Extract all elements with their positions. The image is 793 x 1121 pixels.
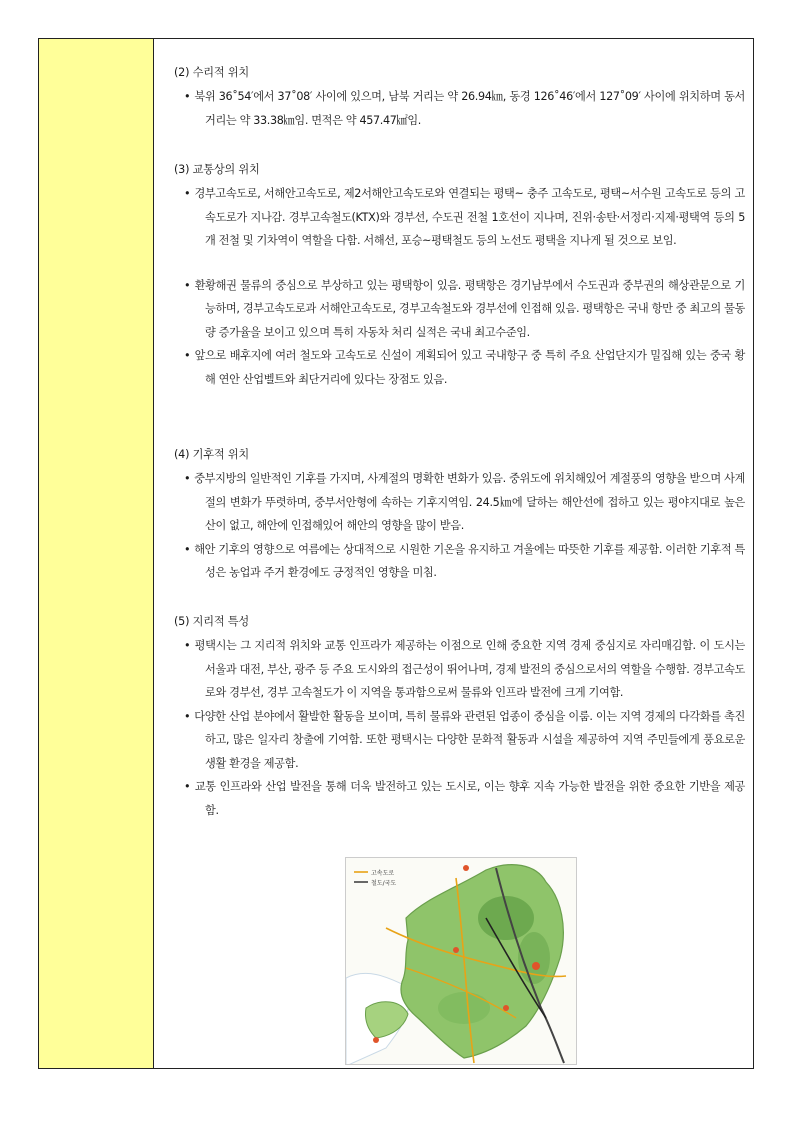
bullet-item: • 북위 36˚54′에서 37˚08′ 사이에 있으며, 남북 거리는 약 26.94㎞, 동경 126˚46′에서 127˚09′ 사이에 위치하며 동서 거리는 약 33.38㎞임. 면적은 약 457.47㎢임. <box>180 85 745 132</box>
bullet-item: • 평택시는 그 지리적 위치와 교통 인프라가 제공하는 이점으로 인해 중요한 지역 경제 중심지로 자리매김함. 이 도시는 서울과 대전, 부산, 광주 등 주요 도시와의 접근성이 뛰어나며, 경제 발전의 중심으로서의 역할을 수행함. 경부고속도로와 경부선, 경부 고속철도가 이 지역을 통과함으로써 물류와 인프라 발전에 크게 기여함. <box>180 634 745 705</box>
section-transport-location <box>174 162 745 391</box>
map-forest <box>438 992 490 1024</box>
section-geographic-coordinates <box>174 65 745 132</box>
pyeongtaek-map-image <box>345 857 577 1065</box>
section-climate-location <box>174 447 745 585</box>
bullet-item: • 환황해권 물류의 중심으로 부상하고 있는 평택항이 있음. 평택항은 경기남부에서 수도권과 중부권의 해상관문으로 기능하며, 경부고속도로과 서해안고속도로, 경부고속철도와 경부선에 인접해 있음. 평택항은 국내 항만 중 최고의 물동량 증가율을 보이고 있으며 특히 자동차 처리 실적은 국내 최고수준임. <box>180 274 745 345</box>
map-illustration <box>346 858 577 1065</box>
section-geographic-features <box>174 614 745 822</box>
section-heading: (2) 수리적 위치 <box>174 66 249 79</box>
map-poi <box>453 947 459 953</box>
section-heading: (4) 기후적 위치 <box>174 448 249 461</box>
sidebar-column <box>39 39 154 1068</box>
map-legend <box>354 869 396 887</box>
page-frame <box>38 38 754 1069</box>
bullet-item: • 중부지방의 일반적인 기후를 가지며, 사계절의 명확한 변화가 있음. 중위도에 위치해있어 계절풍의 영향을 받으며 사계절의 변화가 뚜렷하며, 중부서안형에 속하는 기후지역임. 24.5㎞에 달하는 해안선에 접하고 있는 평야지대로 높은 산이 없고, 해안에 인접해있어 해안의 영향을 많이 받음. <box>180 467 745 538</box>
map-legend-highway: 고속도로 <box>371 870 395 877</box>
bullet-item: • 다양한 산업 분야에서 활발한 활동을 보이며, 특히 물류와 관련된 업종이 중심을 이룸. 이는 지역 경제의 다각화를 촉진하고, 많은 일자리 창출에 기여함. 또한 평택시는 다양한 문화적 활동과 시설을 제공하여 지역 주민들에게 풍요로운 생활 환경을 제공함. <box>180 705 745 776</box>
map-legend-rail: 철도/국도 <box>371 880 397 887</box>
section-heading: (3) 교통상의 위치 <box>174 163 260 176</box>
section-heading: (5) 지리적 특성 <box>174 615 249 628</box>
bullet-item: • 경부고속도로, 서해안고속도로, 제2서해안고속도로와 연결되는 평택~ 충주 고속도로, 평택~서수원 고속도로 등의 고속도로가 지나감. 경부고속철도(KTX)와 경부선, 수도권 전철 1호선이 지나며, 진위·송탄·서정리·지제·평택역 등의 5개 전철 및 기차역이 역할을 다함. 서해선, 포승~평택철도 등의 노선도 평택을 지나게 될 것으로 보임. <box>180 182 745 253</box>
map-land <box>365 1002 408 1038</box>
bullet-item: • 해안 기후의 영향으로 여름에는 상대적으로 시원한 기온을 유지하고 겨울에는 따뜻한 기후를 제공함. 이러한 기후적 특성은 농업과 주거 환경에도 긍정적인 영향을 미침. <box>180 538 745 585</box>
bullet-item: • 교통 인프라와 산업 발전을 통해 더욱 발전하고 있는 도시로, 이는 향후 지속 가능한 발전을 위한 중요한 기반을 제공함. <box>180 775 745 822</box>
map-poi <box>373 1037 379 1043</box>
map-poi <box>503 1005 509 1011</box>
bullet-item: • 앞으로 배후지에 여러 철도와 고속도로 신설이 계획되어 있고 국내항구 중 특히 주요 산업단지가 밀집해 있는 중국 황해 연안 산업벨트와 최단거리에 있다는 장점도 있음. <box>180 344 745 391</box>
map-poi <box>463 865 469 871</box>
content-column <box>154 39 753 1068</box>
map-poi <box>532 962 540 970</box>
